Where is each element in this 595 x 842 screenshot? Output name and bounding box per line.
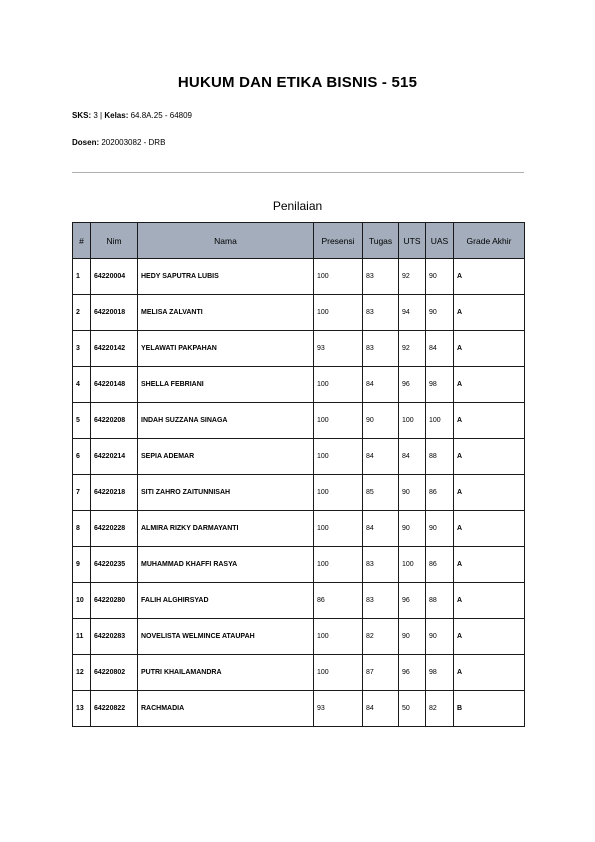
cell-grade: A <box>454 655 525 691</box>
cell-presensi: 93 <box>314 691 363 727</box>
cell-presensi: 100 <box>314 259 363 295</box>
cell-tugas: 83 <box>363 331 399 367</box>
cell-grade: A <box>454 403 525 439</box>
cell-nim: 64220228 <box>91 511 138 547</box>
cell-uas: 86 <box>426 475 454 511</box>
cell-nama: MELISA ZALVANTI <box>138 295 314 331</box>
sks-value: 3 <box>93 111 98 120</box>
cell-nim: 64220280 <box>91 583 138 619</box>
separator: | <box>100 111 103 120</box>
cell-grade: A <box>454 367 525 403</box>
table-row <box>73 295 525 331</box>
cell-nama: RACHMADIA <box>138 691 314 727</box>
cell-nim: 64220235 <box>91 547 138 583</box>
cell-nama: SEPIA ADEMAR <box>138 439 314 475</box>
table-row <box>73 691 525 727</box>
cell-presensi: 100 <box>314 475 363 511</box>
table-row <box>73 403 525 439</box>
cell-tugas: 83 <box>363 547 399 583</box>
dosen-label: Dosen: <box>72 138 100 147</box>
cell-nim: 64220214 <box>91 439 138 475</box>
cell-uas: 98 <box>426 655 454 691</box>
col-header-presensi: Presensi <box>314 223 363 259</box>
cell-tugas: 87 <box>363 655 399 691</box>
cell-uas: 82 <box>426 691 454 727</box>
cell-no: 9 <box>73 547 91 583</box>
cell-presensi: 100 <box>314 367 363 403</box>
cell-uts: 96 <box>399 367 426 403</box>
cell-presensi: 100 <box>314 439 363 475</box>
cell-uas: 88 <box>426 583 454 619</box>
cell-nim: 64220018 <box>91 295 138 331</box>
dosen-value: 202003082 - DRB <box>101 138 166 147</box>
cell-grade: A <box>454 295 525 331</box>
cell-uas: 86 <box>426 547 454 583</box>
divider <box>72 172 524 173</box>
cell-tugas: 83 <box>363 259 399 295</box>
col-header-nama: Nama <box>138 223 314 259</box>
cell-nama: ALMIRA RIZKY DARMAYANTI <box>138 511 314 547</box>
cell-uts: 100 <box>399 547 426 583</box>
cell-presensi: 100 <box>314 619 363 655</box>
cell-no: 2 <box>73 295 91 331</box>
course-info-line <box>72 111 192 120</box>
table-header-row <box>73 223 525 259</box>
cell-uts: 92 <box>399 331 426 367</box>
cell-nama: NOVELISTA WELMINCE ATAUPAH <box>138 619 314 655</box>
table-row <box>73 511 525 547</box>
cell-uas: 88 <box>426 439 454 475</box>
cell-nama: HEDY SAPUTRA LUBIS <box>138 259 314 295</box>
cell-uts: 92 <box>399 259 426 295</box>
cell-tugas: 84 <box>363 439 399 475</box>
cell-nama: SHELLA FEBRIANI <box>138 367 314 403</box>
table-row <box>73 547 525 583</box>
cell-uts: 50 <box>399 691 426 727</box>
cell-no: 1 <box>73 259 91 295</box>
col-header-tugas: Tugas <box>363 223 399 259</box>
cell-tugas: 83 <box>363 583 399 619</box>
cell-nim: 64220218 <box>91 475 138 511</box>
cell-grade: A <box>454 511 525 547</box>
cell-uas: 100 <box>426 403 454 439</box>
cell-presensi: 100 <box>314 511 363 547</box>
cell-uas: 90 <box>426 619 454 655</box>
cell-grade: A <box>454 547 525 583</box>
cell-nama: MUHAMMAD KHAFFI RASYA <box>138 547 314 583</box>
cell-grade: A <box>454 619 525 655</box>
cell-tugas: 84 <box>363 511 399 547</box>
cell-uas: 90 <box>426 295 454 331</box>
cell-grade: A <box>454 583 525 619</box>
cell-nama: INDAH SUZZANA SINAGA <box>138 403 314 439</box>
cell-nama: YELAWATI PAKPAHAN <box>138 331 314 367</box>
sks-label: SKS: <box>72 111 92 120</box>
col-header-nim: Nim <box>91 223 138 259</box>
table-row <box>73 583 525 619</box>
col-header-uts: UTS <box>399 223 426 259</box>
cell-tugas: 84 <box>363 367 399 403</box>
cell-no: 12 <box>73 655 91 691</box>
col-header-grade: Grade Akhir <box>454 223 525 259</box>
table-row <box>73 367 525 403</box>
table-row <box>73 331 525 367</box>
cell-presensi: 100 <box>314 655 363 691</box>
cell-nama: SITI ZAHRO ZAITUNNISAH <box>138 475 314 511</box>
cell-uas: 90 <box>426 259 454 295</box>
cell-no: 11 <box>73 619 91 655</box>
cell-tugas: 85 <box>363 475 399 511</box>
cell-nim: 64220802 <box>91 655 138 691</box>
cell-nim: 64220148 <box>91 367 138 403</box>
grades-table <box>72 222 525 727</box>
cell-presensi: 100 <box>314 403 363 439</box>
cell-no: 7 <box>73 475 91 511</box>
table-row <box>73 259 525 295</box>
cell-uts: 96 <box>399 583 426 619</box>
cell-nim: 64220822 <box>91 691 138 727</box>
cell-uas: 98 <box>426 367 454 403</box>
cell-nama: FALIH ALGHIRSYAD <box>138 583 314 619</box>
cell-uts: 96 <box>399 655 426 691</box>
cell-uas: 90 <box>426 511 454 547</box>
col-header-uas: UAS <box>426 223 454 259</box>
cell-nama: PUTRI KHAILAMANDRA <box>138 655 314 691</box>
cell-grade: A <box>454 331 525 367</box>
cell-no: 8 <box>73 511 91 547</box>
table-row <box>73 619 525 655</box>
page-title: HUKUM DAN ETIKA BISNIS - 515 <box>177 74 418 91</box>
cell-nim: 64220142 <box>91 331 138 367</box>
table-row <box>73 475 525 511</box>
cell-grade: A <box>454 259 525 295</box>
cell-presensi: 93 <box>314 331 363 367</box>
table-row <box>73 439 525 475</box>
cell-tugas: 82 <box>363 619 399 655</box>
cell-nim: 64220208 <box>91 403 138 439</box>
cell-uts: 90 <box>399 511 426 547</box>
cell-tugas: 84 <box>363 691 399 727</box>
cell-nim: 64220004 <box>91 259 138 295</box>
cell-presensi: 100 <box>314 295 363 331</box>
cell-no: 4 <box>73 367 91 403</box>
cell-no: 13 <box>73 691 91 727</box>
cell-no: 5 <box>73 403 91 439</box>
cell-tugas: 90 <box>363 403 399 439</box>
kelas-value: 64.8A.25 - 64809 <box>130 111 192 120</box>
lecturer-info-line <box>72 138 165 147</box>
section-title: Penilaian <box>272 199 323 213</box>
cell-nim: 64220283 <box>91 619 138 655</box>
cell-uts: 84 <box>399 439 426 475</box>
cell-uts: 90 <box>399 619 426 655</box>
cell-grade: A <box>454 439 525 475</box>
col-header-no: # <box>73 223 91 259</box>
cell-tugas: 83 <box>363 295 399 331</box>
cell-presensi: 100 <box>314 547 363 583</box>
cell-grade: A <box>454 475 525 511</box>
table-row <box>73 655 525 691</box>
cell-uts: 90 <box>399 475 426 511</box>
cell-no: 3 <box>73 331 91 367</box>
kelas-label: Kelas: <box>104 111 129 120</box>
cell-uas: 84 <box>426 331 454 367</box>
cell-presensi: 86 <box>314 583 363 619</box>
cell-grade: B <box>454 691 525 727</box>
cell-no: 6 <box>73 439 91 475</box>
cell-uts: 100 <box>399 403 426 439</box>
cell-no: 10 <box>73 583 91 619</box>
cell-uts: 94 <box>399 295 426 331</box>
